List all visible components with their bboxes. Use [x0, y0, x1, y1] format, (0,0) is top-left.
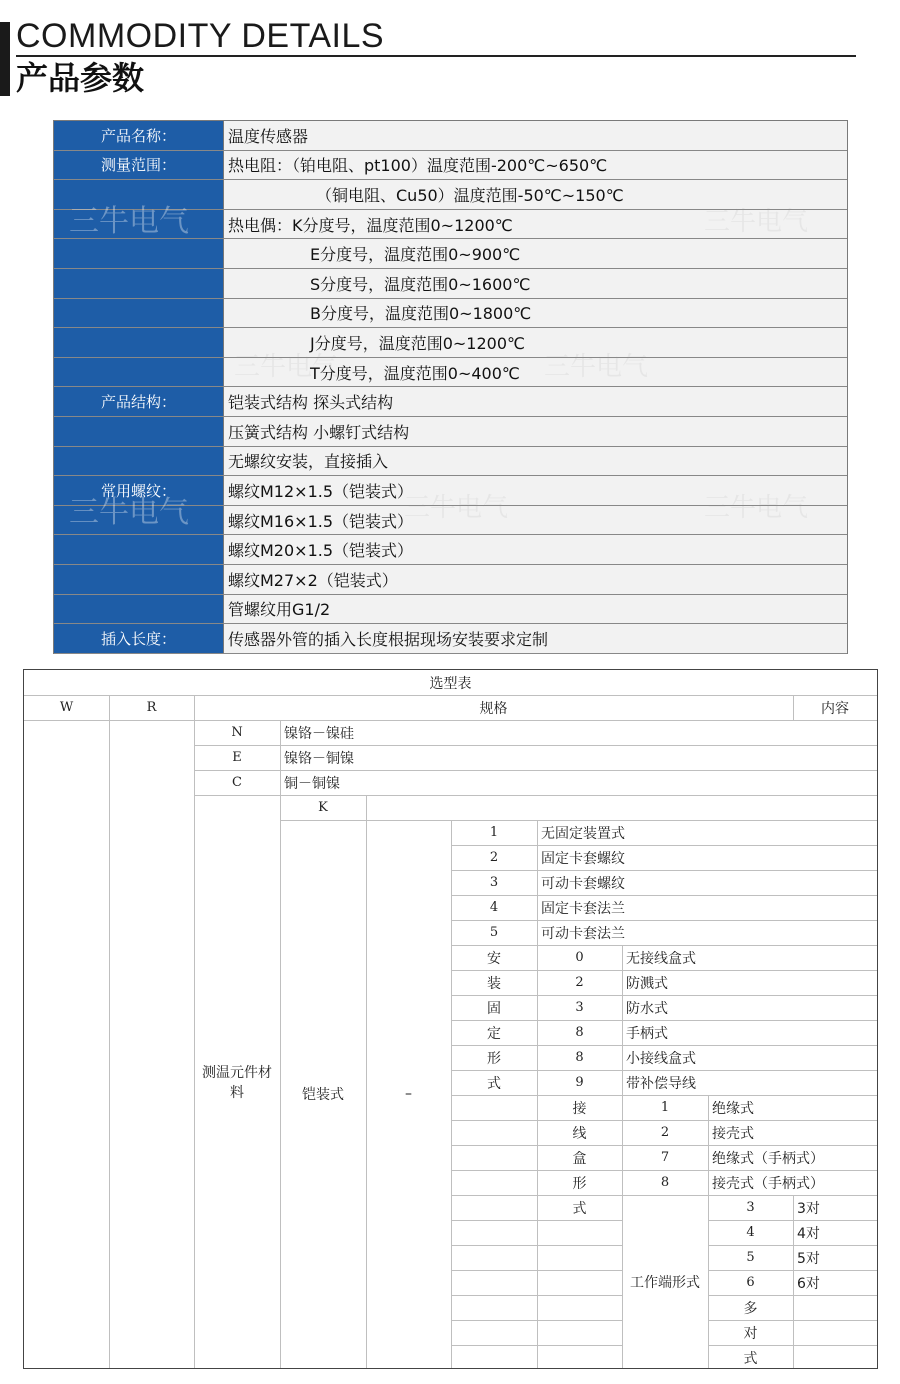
grid-line: [793, 1195, 794, 1368]
header-title-en: COMMODITY DETAILS: [16, 17, 385, 55]
param-row: [54, 358, 847, 388]
material-label: 测温元件材料: [202, 1064, 272, 1101]
param-label: [54, 299, 224, 328]
box-label-char: 盒: [572, 1150, 587, 1167]
col-header-w: W: [59, 700, 74, 715]
param-value: 螺纹M20×1.5（铠装式）: [224, 535, 847, 564]
multi-char: 式: [743, 1350, 758, 1367]
box-name: 无接线盒式: [626, 950, 696, 967]
mount-label-char: 式: [487, 1075, 501, 1092]
param-row: [54, 387, 847, 417]
param-label: [54, 535, 224, 564]
box-name: 带补偿导线: [626, 1075, 696, 1092]
param-row: [54, 239, 847, 269]
material-code: E: [232, 750, 242, 765]
grid-line: [109, 695, 110, 1368]
param-label: [54, 210, 224, 239]
grid-line: [451, 1320, 622, 1321]
param-label: [54, 595, 224, 624]
mount-label-char: 安: [487, 950, 501, 967]
mount-label-char: 固: [487, 1000, 501, 1017]
end-code: 7: [660, 1150, 670, 1165]
multi-char: 多: [743, 1300, 758, 1317]
param-row: [54, 476, 847, 506]
param-value: S分度号，温度范围0~1600℃: [224, 269, 847, 298]
mount-code: 4: [489, 900, 499, 915]
mount-code: 1: [489, 825, 499, 840]
param-label: [54, 269, 224, 298]
param-label: [54, 417, 224, 446]
param-label: [54, 565, 224, 594]
param-row: [54, 624, 847, 654]
box-code: 2: [575, 975, 584, 990]
col-header-content: 内容: [821, 700, 849, 717]
param-label: [54, 358, 224, 387]
param-label: [54, 506, 224, 535]
material-name: 镍铬－铜镍: [284, 750, 354, 767]
watermark: 三牛电气: [69, 495, 189, 530]
end-name: 接壳式: [712, 1125, 754, 1142]
param-value: B分度号，温度范围0~1800℃: [224, 299, 847, 328]
param-label: 常用螺纹：: [54, 476, 224, 505]
param-value: 热电阻：（铂电阻、pt100）温度范围-200℃~650℃: [224, 151, 847, 180]
end-code: 1: [660, 1100, 670, 1115]
header-accent-bar: [0, 22, 10, 96]
box-label-char: 形: [572, 1175, 587, 1192]
material-code: C: [232, 775, 242, 790]
mount-name: 固定卡套法兰: [541, 900, 625, 917]
pair-name: 3对: [797, 1200, 820, 1217]
grid-line: [451, 1295, 622, 1296]
mount-label-char: 装: [487, 975, 501, 992]
param-label: [54, 447, 224, 476]
mount-name: 可动卡套螺纹: [541, 875, 625, 892]
selection-table: [23, 669, 878, 1369]
param-value: T分度号，温度范围0~400℃: [224, 358, 847, 387]
box-code: 8: [575, 1050, 584, 1065]
end-name: 绝缘式（手柄式）: [712, 1150, 824, 1167]
param-value: 螺纹M16×1.5（铠装式）: [224, 506, 847, 535]
product-params-table: [53, 120, 848, 654]
mount-label-char: 定: [487, 1025, 501, 1042]
pair-code: 6: [746, 1275, 755, 1290]
param-label: 产品名称：: [54, 121, 224, 150]
param-row: [54, 269, 847, 299]
col-header-spec: 规格: [479, 700, 508, 717]
box-code: 0: [575, 950, 584, 965]
box-name: 防水式: [626, 1000, 668, 1017]
end-name: 绝缘式: [712, 1100, 754, 1117]
grid-line: [793, 695, 794, 720]
param-row: [54, 151, 847, 181]
mount-code: 2: [489, 850, 499, 865]
material-name: 镍铬－镍硅: [284, 725, 354, 742]
mount-label-char: 形: [487, 1050, 501, 1067]
material-code: N: [231, 725, 243, 740]
header-divider: [16, 55, 856, 57]
pair-code: 4: [746, 1225, 755, 1240]
mount-name: 固定卡套螺纹: [541, 850, 625, 867]
param-row: [54, 210, 847, 240]
multi-char: 对: [743, 1325, 758, 1342]
param-value: J分度号，温度范围0~1200℃: [224, 328, 847, 357]
end-type-label: 工作端形式: [630, 1274, 700, 1291]
mount-name: 无固定装置式: [541, 825, 625, 842]
param-row: [54, 121, 847, 151]
param-row: [54, 595, 847, 625]
col-header-r: R: [146, 700, 157, 715]
param-label: [54, 328, 224, 357]
param-value: 无螺纹安装，直接插入: [224, 447, 847, 476]
selection-title: 选型表: [429, 675, 472, 692]
grid-line: [451, 1220, 622, 1221]
param-value: （铜电阻、Cu50）温度范围-50℃~150℃: [224, 180, 847, 209]
armored-label: 铠装式: [302, 1087, 344, 1103]
end-name: 接壳式（手柄式）: [712, 1175, 824, 1192]
pair-code: 3: [746, 1200, 755, 1215]
param-value: 热电偶：K分度号，温度范围0~1200℃: [224, 210, 847, 239]
param-row: [54, 506, 847, 536]
param-row: [54, 565, 847, 595]
mount-name: 可动卡套法兰: [541, 925, 625, 942]
param-value: 螺纹M12×1.5（铠装式）: [224, 476, 847, 505]
param-label: [54, 239, 224, 268]
param-label: [54, 180, 224, 209]
grid-line: [451, 1245, 622, 1246]
param-label: 测量范围：: [54, 151, 224, 180]
box-label-char: 接: [572, 1100, 587, 1117]
param-label: 插入长度：: [54, 624, 224, 653]
param-row: [54, 447, 847, 477]
dash-label: –: [405, 1086, 412, 1102]
param-value: 铠装式结构 探头式结构: [224, 387, 847, 416]
pair-name: 6对: [797, 1275, 820, 1292]
param-value: 压簧式结构 小螺钉式结构: [224, 417, 847, 446]
param-label: 产品结构：: [54, 387, 224, 416]
param-row: [54, 299, 847, 329]
box-name: 防溅式: [626, 975, 668, 992]
grid-line: [451, 1270, 622, 1271]
param-row: [54, 328, 847, 358]
param-row: [54, 180, 847, 210]
end-code: 8: [660, 1175, 670, 1190]
box-code: 8: [575, 1025, 584, 1040]
box-code: 3: [575, 1000, 584, 1015]
box-code: 9: [575, 1075, 584, 1090]
box-label-char: 式: [572, 1200, 587, 1217]
box-name: 手柄式: [626, 1025, 668, 1042]
param-row: [54, 535, 847, 565]
pair-name: 5对: [797, 1250, 820, 1267]
header-title-cn: 产品参数: [16, 59, 145, 97]
pair-code: 5: [746, 1250, 755, 1265]
mount-code: 3: [489, 875, 499, 890]
end-code: 2: [660, 1125, 670, 1140]
param-value: 传感器外管的插入长度根据现场安装要求定制: [224, 624, 847, 653]
material-name: 铜－铜镍: [284, 775, 340, 792]
param-value: 管螺纹用G1/2: [224, 595, 847, 624]
grid-line: [451, 1345, 622, 1346]
pair-name: 4对: [797, 1225, 820, 1242]
param-value: 温度传感器: [224, 121, 847, 150]
param-row: [54, 417, 847, 447]
watermark: 三牛电气: [69, 204, 189, 239]
box-label-char: 线: [572, 1125, 587, 1142]
param-value: 螺纹M27×2（铠装式）: [224, 565, 847, 594]
mount-code: 5: [489, 925, 499, 940]
box-name: 小接线盒式: [626, 1050, 696, 1067]
param-value: E分度号，温度范围0~900℃: [224, 239, 847, 268]
k-code: K: [318, 800, 328, 815]
